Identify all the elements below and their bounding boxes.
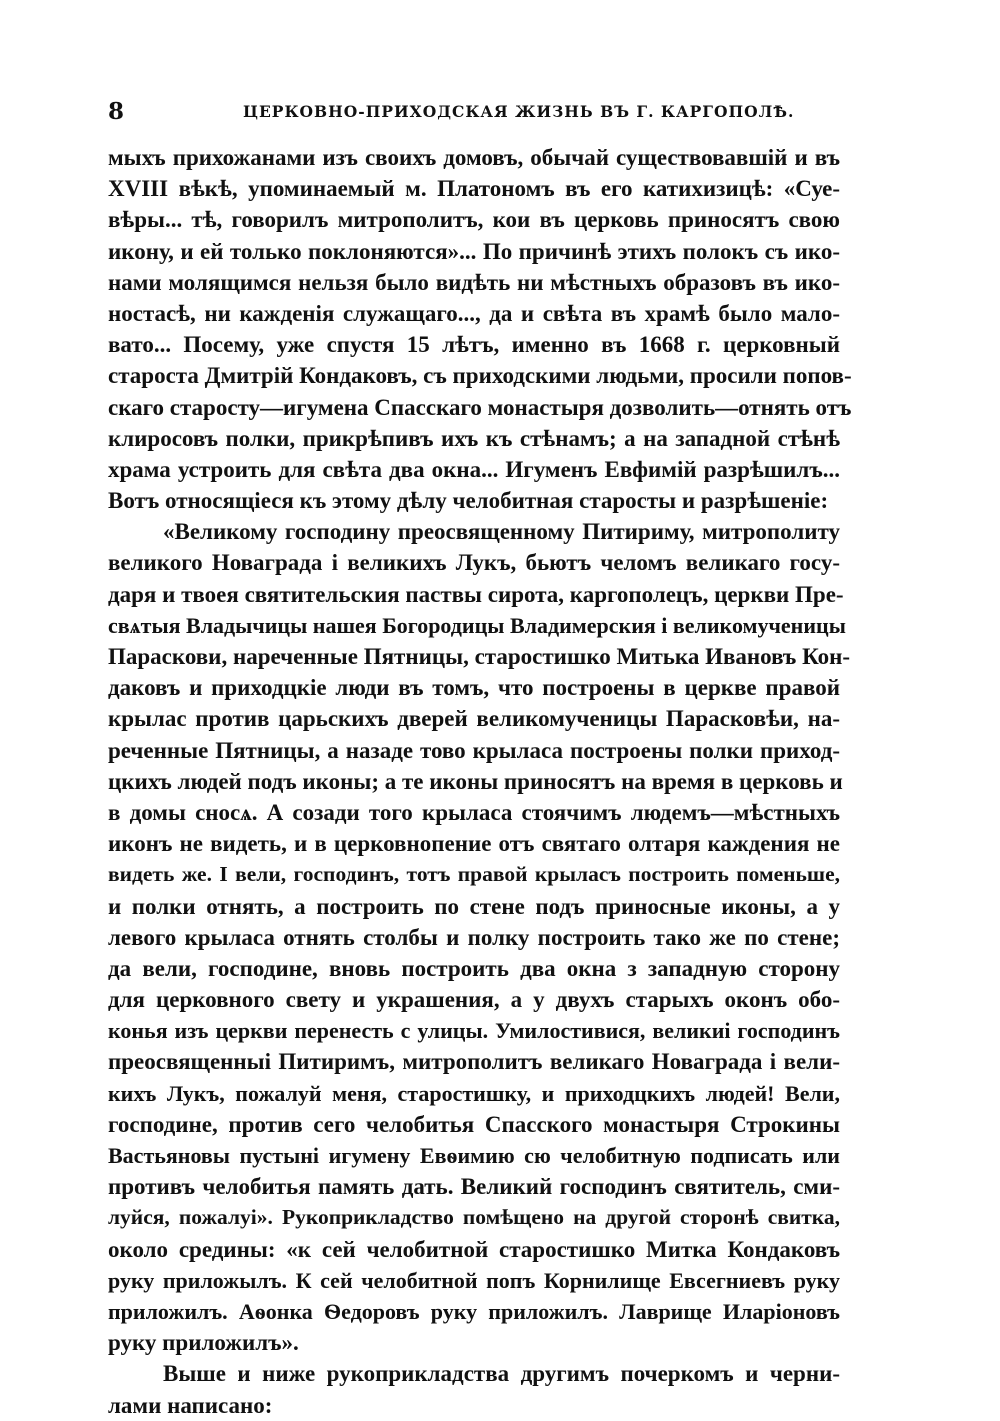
text-line: лами написано: bbox=[108, 1392, 273, 1418]
text-line: клиросовъ полки, прикрѣпивъ ихъ къ стѣнамъ; а на западной стѣнѣ bbox=[108, 425, 840, 451]
running-title: ЦЕРКОВНО-ПРИХОДСКАЯ ЖИЗНЬ ВЪ Г. КАРГОПОЛѢ. bbox=[243, 102, 795, 121]
quote-line: «Великому господину преосвященному Питириму, митрополиту bbox=[163, 519, 840, 545]
body-text bbox=[108, 142, 852, 1421]
quote-line: левого крыласа отнять столбы и полку построить тако же по стене; bbox=[108, 924, 840, 950]
quote-line: руку приложылъ. К сей челобитной попъ Корнилище Евсегниевъ руку bbox=[108, 1267, 840, 1293]
text-line: нами молящимся нельзя было видѣть ни мѣстныхъ образовъ въ ико- bbox=[108, 269, 840, 295]
text-line: Вотъ относящіеся къ этому дѣлу челобитная старосты и разрѣшеніе: bbox=[108, 488, 829, 514]
quote-line: преосвященныі Питиримъ, митрополитъ великаго Новаграда і вели- bbox=[108, 1049, 840, 1075]
quote-line: в домы сносѧ. А созади того крыласа стоячимъ людемъ—мѣстныхъ bbox=[108, 799, 840, 825]
quote-line: господине, против сего челобитья Спасского монастыря Строкины bbox=[108, 1111, 840, 1137]
quote-line: крылас против царьскихъ дверей великомученицы Парасковѣи, на- bbox=[108, 706, 840, 732]
quote-line: приложилъ. Аѳонка Ѳедоровъ руку приложилъ. Лаврище Иларіоновъ bbox=[108, 1298, 840, 1324]
text-line: староста Дмитрій Кондаковъ, съ приходскими людьми, просили попов- bbox=[108, 363, 852, 389]
quote-line: Параскови, нареченные Пятницы, старостишко Митька Ивановъ Кон- bbox=[108, 644, 851, 669]
quote-line: кихъ Лукъ, пожалуй меня, старостишку, и приходцкихъ людей! Вели, bbox=[108, 1080, 840, 1106]
quote-line: руку приложилъ». bbox=[108, 1330, 299, 1356]
text-line: скаго старосту—игумена Спасскаго монастыря дозволить—отнять отъ bbox=[108, 394, 852, 420]
quote-line: для церковного свету и украшения, а у двухъ старыхъ оконъ обо- bbox=[108, 987, 840, 1013]
quote-line: луйся, пожалуі». Рукоприкладство помѣщено на другой сторонѣ свитка, bbox=[108, 1205, 840, 1230]
quote-line: противъ челобитья память дать. Великий господинъ святитель, сми- bbox=[108, 1174, 840, 1200]
text-line: храма устроить для свѣта два окна... Игуменъ Евфимій разрѣшилъ... bbox=[108, 456, 840, 482]
quote-line: иконъ не видеть, и в церковнопение отъ святаго олтаря каждения не bbox=[108, 831, 840, 857]
text-line: XVIII вѣкѣ, упоминаемый м. Платономъ въ его катихизицѣ: «Суе- bbox=[108, 176, 840, 202]
quote-line: видеть же. І вели, господинъ, тотъ правой крыласъ построить поменьше, bbox=[108, 862, 840, 887]
text-line: ностасѣ, ни кажденія служащаго..., да и свѣта въ храмѣ было мало- bbox=[108, 300, 840, 326]
text-line: вѣры... тѣ, говорилъ митрополитъ, кои въ церковь приносятъ свою bbox=[108, 207, 840, 233]
page-header bbox=[108, 98, 838, 134]
quote-line: даря и твоея святительския паствы сирота, каргополецъ, церкви Пре- bbox=[108, 581, 844, 607]
page-number: 8 bbox=[108, 98, 125, 125]
quote-line: даковъ и приходцкіе люди въ томъ, что построены в церкве правой bbox=[108, 675, 840, 701]
text-line: мыхъ прихожанами изъ своихъ домовъ, обычай существовавшій и въ bbox=[108, 145, 840, 170]
text-line: вато... Посему, уже спустя 15 лѣтъ, именно въ 1668 г. церковный bbox=[108, 332, 840, 358]
quote-line: да вели, господине, вновь построить два окна з западную сторону bbox=[108, 955, 840, 981]
quote-line: великого Новаграда і великихъ Лукъ, бьютъ челомъ великаго госу- bbox=[108, 550, 840, 576]
quote-line: около средины: «к сей челобитной старостишко Митка Кондаковъ bbox=[108, 1236, 840, 1262]
quote-line: и полки отнять, а построить по стене подъ приносные иконы, а у bbox=[108, 893, 840, 919]
quote-line: свѧтыя Владычицы нашея Богородицы Владимерския і великомученицы bbox=[108, 612, 846, 638]
quote-line: конья изъ церкви перенесть с улицы. Умилостивися, великиі господинъ bbox=[108, 1018, 840, 1044]
text-line: Выше и ниже рукоприкладства другимъ почеркомъ и черни- bbox=[163, 1361, 840, 1387]
quote-line: цкихъ людей подъ иконы; а те иконы приносятъ на время в церковь и bbox=[108, 768, 843, 794]
quote-line: Вастьяновы пустыні игумену Евѳимию сю челобитную подписать или bbox=[108, 1143, 840, 1168]
text-line: икону, и ей только поклоняются»... По причинѣ этихъ полокъ съ ико- bbox=[108, 238, 840, 264]
quote-line: реченные Пятницы, а назаде тово крыласа построены полки приход- bbox=[108, 737, 840, 763]
